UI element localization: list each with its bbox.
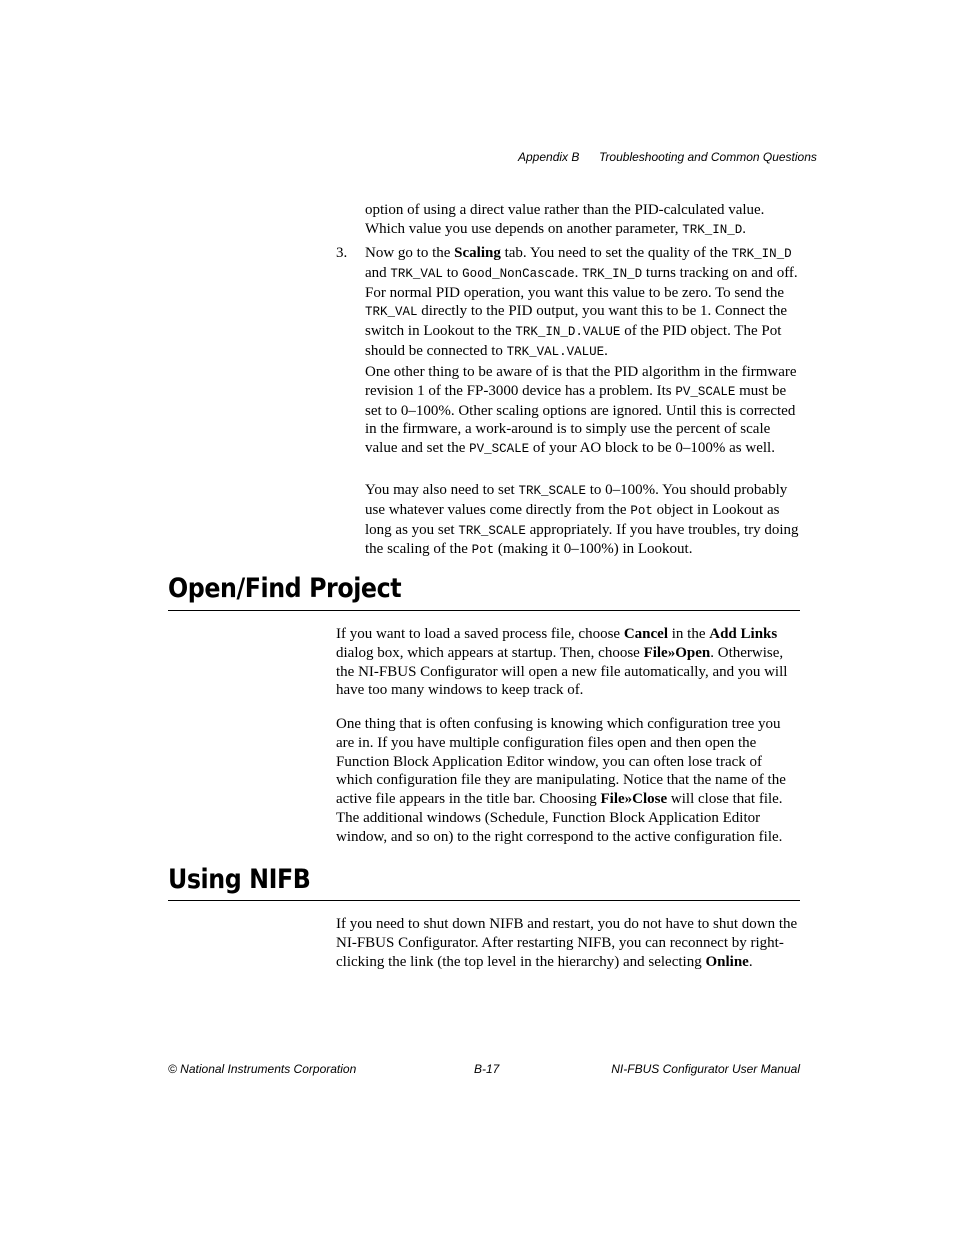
using-nifb-paragraph: If you need to shut down NIFB and restart, you do not have to shut down the NI-FBUS Configurator. After restarting NIFB, you can reconnect by right-clicking the link (the top level in the hierarchy) and selecting Online.	[336, 916, 798, 970]
footer-manual-title: NI-FBUS Configurator User Manual	[611, 1062, 800, 1076]
header-chapter-title: Troubleshooting and Common Questions	[599, 150, 817, 164]
open-project-paragraph-1: If you want to load a saved process file, choose Cancel in the Add Links dialog box, which appears at startup. Then, choose File»Open. Otherwise, the NI-FBUS Configurator will open a new file automatically, and you will have too many windows to keep track of.	[336, 626, 788, 699]
footer-copyright: © National Instruments Corporation	[168, 1062, 357, 1076]
section-rule	[168, 900, 800, 901]
section-heading-using-nifb: Using NIFB	[168, 864, 311, 895]
step-3-paragraph: Now go to the Scaling tab. You need to set the quality of the TRK_IN_D and TRK_VAL to Good_NonCascade. TRK_IN_D turns tracking on and off. For normal PID operation, you want this value to be zero. To send the TRK_VAL directly to the PID output, you want this to be 1. Connect the switch in Lookout to the TRK_IN_D.VALUE of the PID object. The Pot should be connected to TRK_VAL.VALUE.	[365, 245, 798, 359]
firmware-paragraph: One other thing to be aware of is that the PID algorithm in the firmware revision 1 of the FP-3000 device has a problem. Its PV_SCALE must be set to 0–100%. Other scaling options are ignored. Until this is corrected in the firmware, a work-around is to simply use the percent of scale value and set the PV_SCALE of your AO block to be 0–100% as well.	[365, 364, 797, 457]
continuation-paragraph: option of using a direct value rather than the PID-calculated value. Which value you use depends on another parameter, TRK_IN_D.	[365, 202, 765, 237]
header-appendix: Appendix B	[518, 150, 580, 164]
section-heading-open-find-project: Open/Find Project	[168, 573, 402, 604]
step-number: 3.	[336, 245, 348, 261]
footer-page-number: B-17	[474, 1062, 500, 1076]
section-rule	[168, 610, 800, 611]
open-project-paragraph-2: One thing that is often confusing is knowing which configuration tree you are in. If you have multiple configuration files open and then open the Function Block Application Editor window, you can often lose track of which configuration file they are manipulating. Notice that the name of the active file appears in the title bar. Choosing File»Close will close that file. The additional windows (Schedule, Function Block Application Editor window, and so on) to the right correspond to the active configuration file.	[336, 716, 786, 845]
trk-scale-paragraph: You may also need to set TRK_SCALE to 0–100%. You should probably use whatever values come directly from the Pot object in Lookout as long as you set TRK_SCALE appropriately. If you have troubles, try doing the scaling of the Pot (making it 0–100%) in Lookout.	[365, 482, 799, 558]
